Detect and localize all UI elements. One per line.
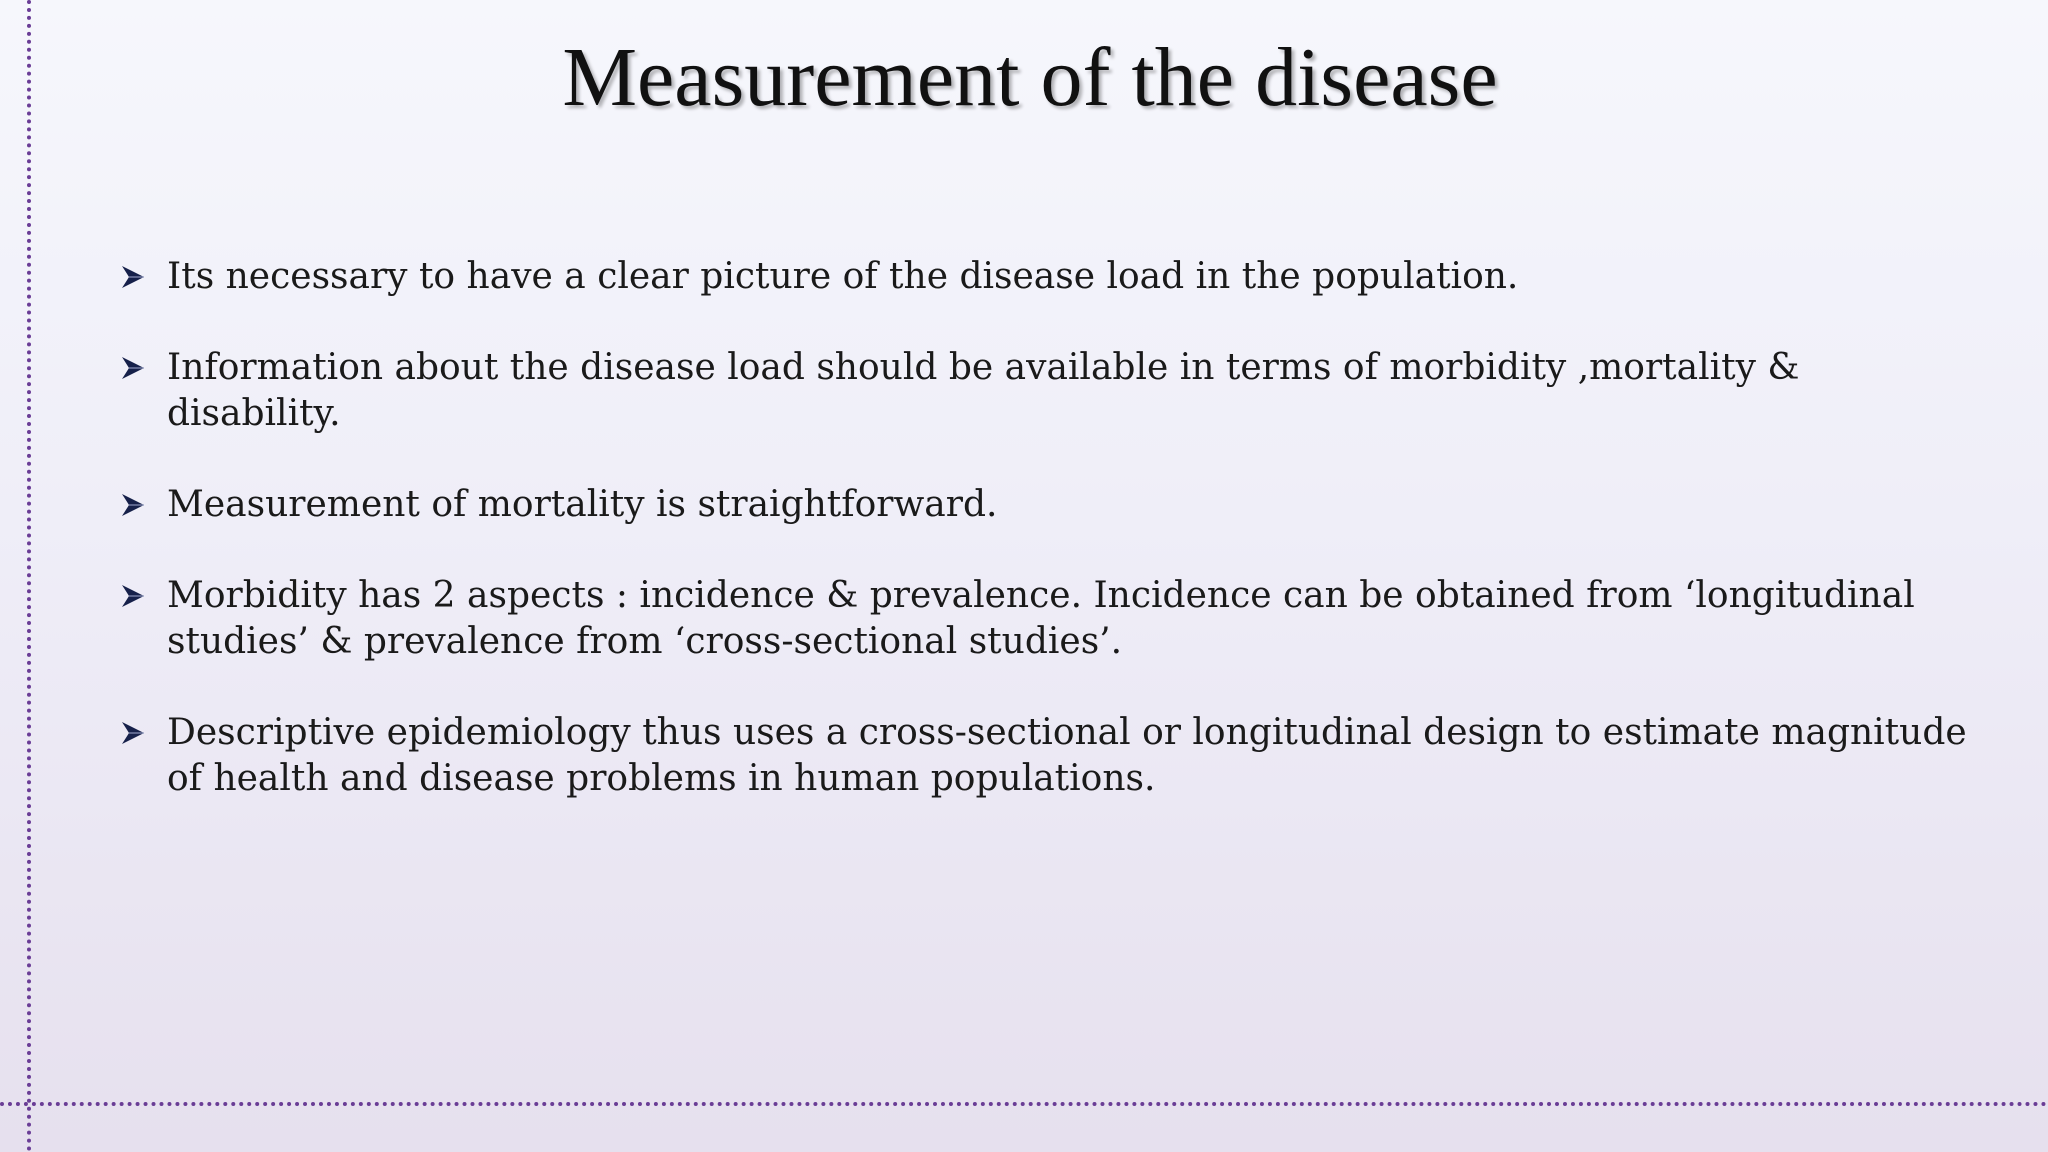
bullet-list	[120, 254, 1980, 847]
bullet-item	[120, 254, 1980, 300]
bullet-item	[120, 573, 1980, 665]
bullet-item	[120, 482, 1980, 528]
bullet-text: Descriptive epidemiology thus uses a cross-sectional or longitudinal design to estimate magnitude of health and disease problems in human populations.	[167, 712, 1967, 799]
bullet-item	[120, 710, 1980, 802]
arrowhead-bullet-icon	[120, 355, 146, 381]
bullet-text: Its necessary to have a clear picture of the disease load in the population.	[167, 256, 1519, 297]
bullet-text: Measurement of mortality is straightforward.	[167, 484, 998, 525]
slide-title: Measurement of the disease	[562, 31, 1498, 124]
arrowhead-bullet-icon	[120, 492, 146, 518]
arrowhead-bullet-icon	[120, 720, 146, 746]
bullet-item	[120, 345, 1980, 437]
bullet-text: Morbidity has 2 aspects : incidence & prevalence. Incidence can be obtained from ‘longitudinal studies’ & prevalence from ‘cross-sectional studies’.	[167, 575, 1915, 662]
bullet-text: Information about the disease load should be available in terms of morbidity ,mortality & disability.	[167, 347, 1800, 434]
arrowhead-bullet-icon	[120, 583, 146, 609]
dotted-frame-vertical	[27, 0, 31, 1152]
dotted-frame-horizontal	[0, 1102, 2048, 1106]
arrowhead-bullet-icon	[120, 264, 146, 290]
